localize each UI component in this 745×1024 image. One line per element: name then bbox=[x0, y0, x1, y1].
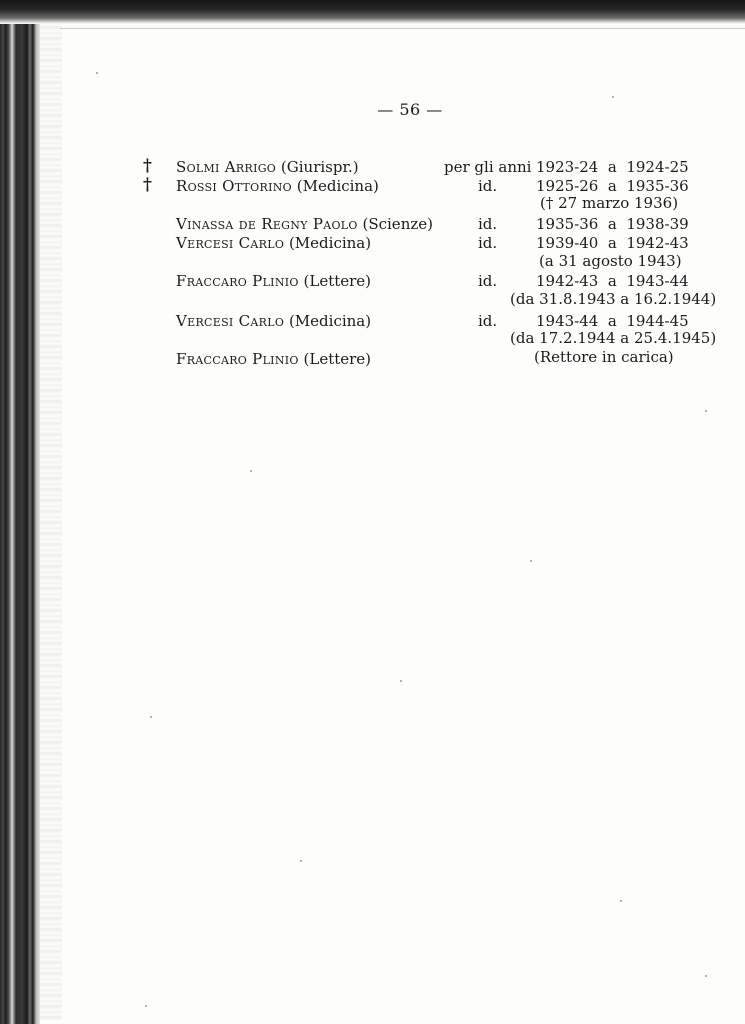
years-range: 1942-43 a 1943-44 bbox=[536, 272, 689, 290]
rector-name bbox=[176, 215, 433, 233]
page-number: — 56 — bbox=[377, 100, 443, 119]
paper-speck bbox=[612, 96, 614, 98]
id-mark: id. bbox=[478, 234, 498, 252]
paper-speck bbox=[150, 716, 152, 718]
faculty-text: (Scienze) bbox=[362, 215, 433, 233]
term-note: (da 17.2.1944 a 25.4.1945) bbox=[510, 329, 717, 347]
name-text: Fraccaro Plinio bbox=[176, 272, 299, 290]
term-note: (a 31 agosto 1943) bbox=[539, 252, 682, 270]
paper-speck bbox=[300, 860, 302, 862]
term-note: (da 31.8.1943 a 16.2.1944) bbox=[510, 290, 717, 308]
years-range: 1943-44 a 1944-45 bbox=[536, 312, 689, 330]
paper-speck bbox=[400, 680, 402, 682]
name-text: Fraccaro Plinio bbox=[176, 350, 299, 368]
paper-speck bbox=[620, 900, 622, 902]
years-range: 1935-36 a 1938-39 bbox=[536, 215, 689, 233]
name-text: Vercesi Carlo bbox=[176, 234, 285, 252]
rector-name bbox=[176, 272, 371, 290]
name-text: Solmi Arrigo bbox=[176, 158, 277, 176]
book-binding bbox=[0, 0, 40, 1024]
page-top-edge bbox=[0, 0, 745, 24]
page-rule bbox=[60, 28, 745, 29]
years-range: 1925-26 a 1935-36 bbox=[536, 177, 689, 195]
paper-speck bbox=[250, 470, 252, 472]
term-note: († 27 marzo 1936) bbox=[540, 194, 679, 212]
term-note: (Rettore in carica) bbox=[534, 348, 674, 366]
id-mark: id. bbox=[478, 177, 498, 195]
rector-name bbox=[176, 177, 379, 195]
paper-speck bbox=[530, 560, 532, 562]
rector-name bbox=[176, 234, 371, 252]
binding-shadow bbox=[40, 20, 62, 1020]
rector-name bbox=[176, 312, 371, 330]
faculty-text: (Giurispr.) bbox=[280, 158, 359, 176]
name-text: Vinassa de Regny Paolo bbox=[176, 215, 358, 233]
faculty-text: (Medicina) bbox=[296, 177, 379, 195]
name-text: Vercesi Carlo bbox=[176, 312, 285, 330]
paper-speck bbox=[705, 975, 707, 977]
id-mark: id. bbox=[478, 272, 498, 290]
faculty-text: (Medicina) bbox=[288, 234, 372, 252]
faculty-text: (Lettere) bbox=[303, 272, 372, 290]
dagger-mark: † bbox=[143, 156, 152, 176]
years-range: 1923-24 a 1924-25 bbox=[536, 158, 689, 176]
years-range: 1939-40 a 1942-43 bbox=[536, 234, 689, 252]
id-mark: id. bbox=[478, 215, 498, 233]
paper-speck bbox=[705, 410, 707, 412]
id-mark: id. bbox=[478, 312, 498, 330]
faculty-text: (Medicina) bbox=[288, 312, 372, 330]
rector-name bbox=[176, 350, 371, 368]
years-header: per gli anni bbox=[444, 158, 532, 176]
paper-speck bbox=[145, 1005, 147, 1007]
paper-speck bbox=[96, 72, 98, 74]
dagger-mark: † bbox=[143, 175, 152, 195]
faculty-text: (Lettere) bbox=[303, 350, 372, 368]
name-text: Rossi Ottorino bbox=[176, 177, 292, 195]
rector-name bbox=[176, 158, 359, 176]
